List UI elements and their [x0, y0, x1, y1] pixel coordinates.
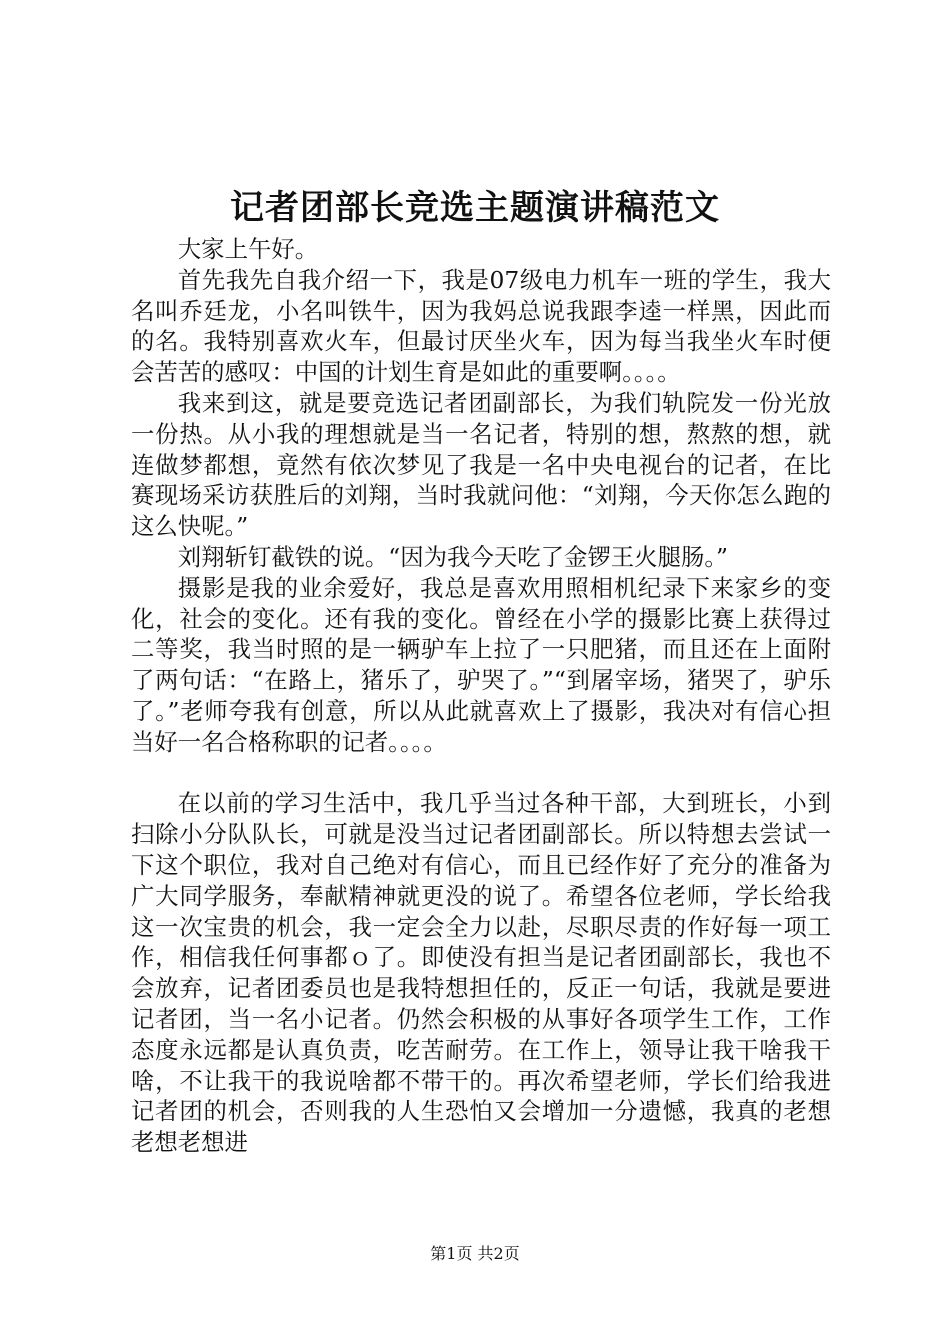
paragraph-greeting: 大家上午好。 [177, 235, 319, 263]
paragraph-introduction: 首先我先自我介绍一下，我是07级电力机车一班的学生，我大名叫乔廷龙，小名叫铁牛，因为我妈总说我跟李逵一样黑，因此而的名。我特别喜欢火车，但最讨厌坐火车，因为每当我坐火车时便会苦苦的感叹：中国的计划生育是如此的重要啊。。。。 [131, 265, 831, 387]
page-footer: 第1页 共2页 [430, 1244, 520, 1263]
paragraph-hobby: 摄影是我的业余爱好，我总是喜欢用照相机纪录下来家乡的变化，社会的变化。还有我的变化。曾经在小学的摄影比赛上获得过二等奖，我当时照的是一辆驴车上拉了一只肥猪，而且还在上面附了两句话：“在路上，猪乐了，驴哭了。”“到屠宰场，猪哭了，驴乐了。”老师夸我有创意，所以从此就喜欢上了摄影，我决对有信心担当好一名合格称职的记者。。。。 [131, 573, 831, 756]
paragraph-experience: 在以前的学习生活中，我几乎当过各种干部，大到班长，小到扫除小分队队长，可就是没当过记者团副部长。所以特想去尝试一下这个职位，我对自己绝对有信心，而且已经作好了充分的准备为广大同学服务，奉献精神就更没的说了。希望各位老师，学长给我这一次宝贵的机会，我一定会全力以赴，尽职尽责的作好每一项工作，相信我任何事都ｏ了。即使没有担当是记者团副部长，我也不会放弃，记者团委员也是我特想担任的，反正一句话，我就是要进记者团，当一名小记者。仍然会积极的从事好各项学生工作，工作态度永远都是认真负责，吃苦耐劳。在工作上，领导让我干啥我干啥，不让我干的我说啥都不带干的。再次希望老师，学长们给我进记者团的机会，否则我的人生恐怕又会增加一分遗憾，我真的老想老想老想进 [131, 789, 831, 1157]
document-body [131, 234, 831, 1158]
paragraph-quote: 刘翔斩钉截铁的说。“因为我今天吃了金锣王火腿肠。” [177, 542, 728, 571]
paragraph-spacer [131, 758, 831, 789]
paragraph-motivation: 我来到这，就是要竞选记者团副部长，为我们轨院发一份光放一份热。从小我的理想就是当一名记者，特别的想，熬熬的想，就连做梦都想，竟然有依次梦见了我是一名中央电视台的记者，在比赛现场采访获胜后的刘翔，当时我就问他：“刘翔，今天你怎么跑的这么快呢。” [131, 388, 831, 541]
document-title: 记者团部长竞选主题演讲稿范文 [230, 188, 720, 228]
